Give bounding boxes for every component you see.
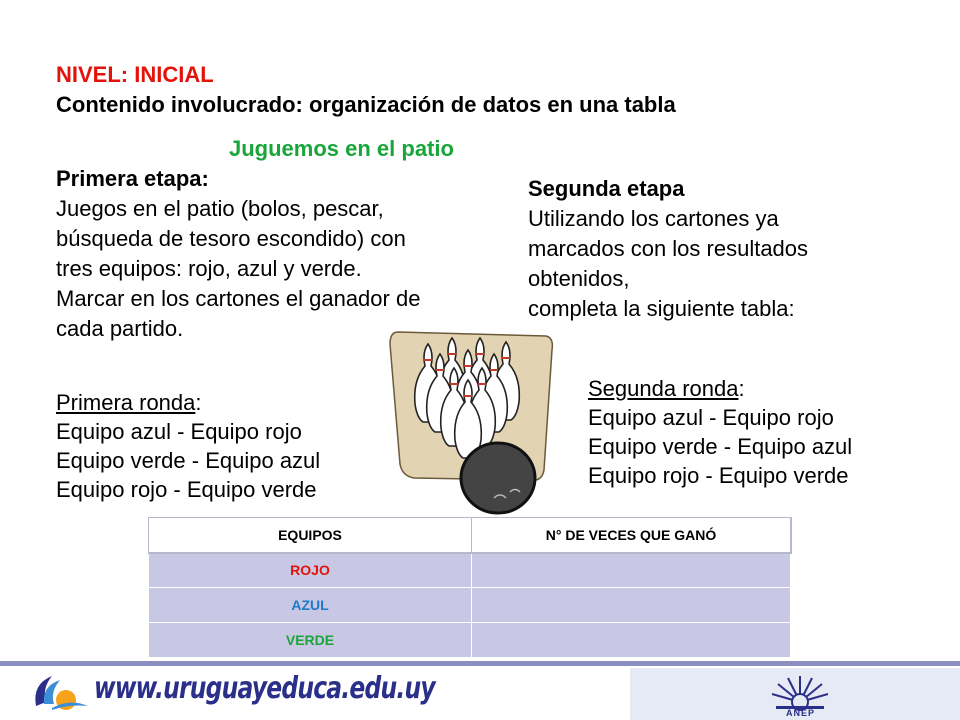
round1-match: Equipo rojo - Equipo verde: [56, 477, 317, 502]
round2-colon: :: [738, 376, 745, 401]
table-row: [149, 623, 791, 658]
stage1-line: tres equipos: rojo, azul y verde.: [56, 256, 362, 281]
stage1-line: cada partido.: [56, 316, 184, 341]
results-table: [148, 517, 791, 658]
round1-match: Equipo verde - Equipo azul: [56, 448, 321, 473]
content-label: Contenido involucrado: organización de datos en una tabla: [56, 92, 676, 117]
bowling-pins-illustration: [384, 320, 556, 516]
team-cell: ROJO: [149, 553, 472, 588]
table-row: [149, 588, 791, 623]
stage1-title: Primera etapa:: [56, 166, 209, 191]
round2-match: Equipo azul - Equipo rojo: [588, 405, 834, 430]
stage1-line: búsqueda de tesoro escondido) con: [56, 226, 406, 251]
uruguayeduca-logo-icon: [30, 670, 90, 714]
table-header-wins: N° DE VECES QUE GANÓ: [472, 518, 791, 553]
footer-url[interactable]: www.uruguayeduca.edu.uy: [94, 671, 435, 706]
round2-match: Equipo rojo - Equipo verde: [588, 463, 849, 488]
level-label: NIVEL: INICIAL: [56, 62, 214, 87]
stage2-block: [528, 174, 948, 324]
round2-title: Segunda ronda: [588, 376, 739, 401]
table-header-row: [149, 518, 791, 553]
round2-block: [588, 374, 852, 490]
stage2-line: marcados con los resultados: [528, 236, 809, 261]
table-header-teams: EQUIPOS: [149, 518, 472, 553]
anep-label: ANEP: [786, 708, 816, 718]
wins-cell[interactable]: [472, 588, 791, 623]
round1-block: [56, 388, 320, 504]
team-cell: VERDE: [149, 623, 472, 658]
stage1-block: [56, 164, 516, 344]
wins-cell[interactable]: [472, 623, 791, 658]
stage2-line: obtenidos,: [528, 266, 630, 291]
stage2-title: Segunda etapa: [528, 176, 685, 201]
team-cell: AZUL: [149, 588, 472, 623]
table-row: [149, 553, 791, 588]
activity-title: Juguemos en el patio: [229, 136, 454, 161]
stage1-line: Marcar en los cartones el ganador de: [56, 286, 421, 311]
stage1-line: Juegos en el patio (bolos, pescar,: [56, 196, 384, 221]
round1-colon: :: [195, 390, 202, 415]
round1-match: Equipo azul - Equipo rojo: [56, 419, 302, 444]
wins-cell[interactable]: [472, 553, 791, 588]
round2-match: Equipo verde - Equipo azul: [588, 434, 853, 459]
stage2-line: Utilizando los cartones ya: [528, 206, 779, 231]
round1-title: Primera ronda: [56, 390, 196, 415]
stage2-line: completa la siguiente tabla:: [528, 296, 795, 321]
